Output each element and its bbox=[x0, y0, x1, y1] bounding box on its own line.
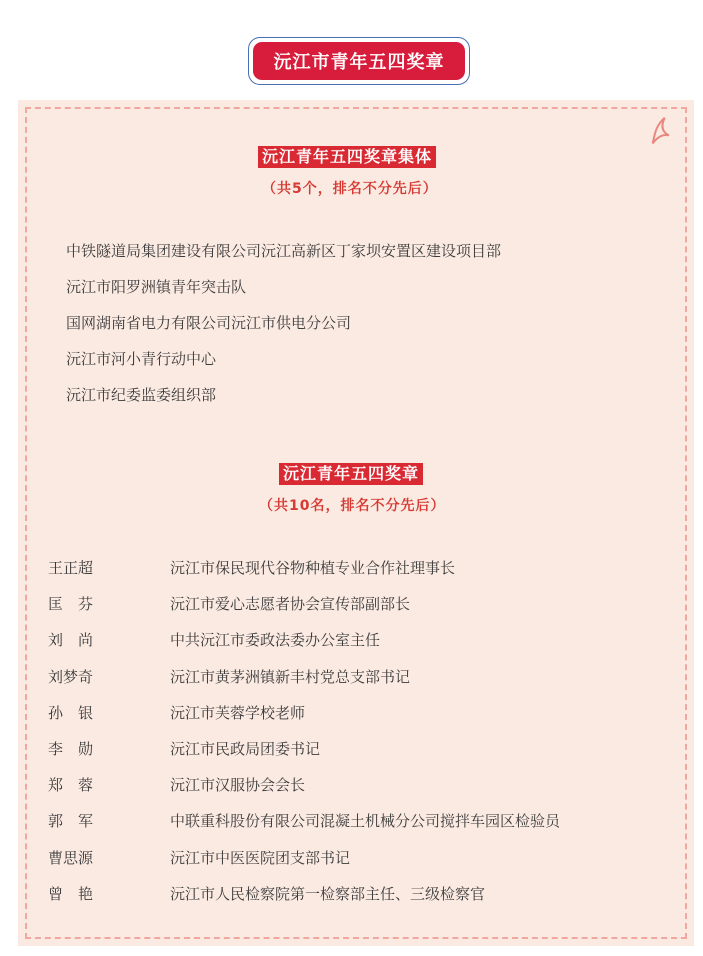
individual-list bbox=[48, 557, 560, 919]
table-row bbox=[48, 847, 560, 883]
table-row bbox=[48, 810, 560, 846]
table-row bbox=[48, 738, 560, 774]
table-row bbox=[48, 883, 560, 919]
collective-section-title: 沅江青年五四奖章集体 bbox=[258, 146, 436, 168]
individual-section-title: 沅江青年五四奖章 bbox=[279, 463, 423, 485]
table-row bbox=[48, 593, 560, 629]
table-row bbox=[48, 557, 560, 593]
page-title: 沅江市青年五四奖章 bbox=[253, 42, 465, 80]
recipient-name: 曾 艳 bbox=[48, 884, 94, 903]
recipient-name: 王正超 bbox=[48, 559, 94, 577]
table-row bbox=[48, 629, 560, 665]
recipient-position: 沅江市芙蓉学校老师 bbox=[170, 703, 306, 722]
recipient-name: 曹思源 bbox=[48, 848, 94, 867]
recipient-position: 沅江市黄茅洲镇新丰村党总支部书记 bbox=[170, 667, 411, 686]
recipient-position: 中共沅江市委政法委办公室主任 bbox=[170, 631, 381, 650]
table-row bbox=[48, 702, 560, 738]
list-item: 沅江市纪委监委组织部 bbox=[66, 386, 217, 404]
recipient-position: 沅江市中医医院团支部书记 bbox=[170, 848, 351, 867]
list-item: 国网湖南省电力有限公司沅江市供电分公司 bbox=[66, 314, 352, 332]
recipient-position: 中联重科股份有限公司混凝土机械分公司搅拌车园区检验员 bbox=[170, 812, 561, 831]
individual-section-subtitle: （共10名，排名不分先后） bbox=[259, 498, 446, 514]
collective-section-subtitle: （共5个，排名不分先后） bbox=[262, 181, 438, 197]
recipient-position: 沅江市人民检察院第一检察部主任、三级检察官 bbox=[170, 884, 486, 903]
recipient-name: 孙 银 bbox=[48, 703, 94, 722]
recipient-name: 郭 军 bbox=[48, 812, 94, 831]
list-item: 沅江市河小青行动中心 bbox=[66, 350, 217, 368]
recipient-position: 沅江市爱心志愿者协会宣传部副部长 bbox=[170, 595, 411, 614]
recipient-position: 沅江市汉服协会会长 bbox=[170, 776, 306, 795]
list-item: 沅江市阳罗洲镇青年突击队 bbox=[66, 278, 247, 296]
recipient-name: 郑 蓉 bbox=[48, 776, 94, 795]
table-row bbox=[48, 666, 560, 702]
recipient-position: 沅江市民政局团委书记 bbox=[170, 739, 321, 758]
recipient-position: 沅江市保民现代谷物种植专业合作社理事长 bbox=[170, 559, 456, 577]
header-badge-frame bbox=[248, 37, 470, 85]
recipient-name: 刘梦奇 bbox=[48, 667, 94, 686]
recipient-name: 刘 尚 bbox=[48, 631, 94, 650]
collective-list bbox=[66, 240, 501, 420]
recipient-name: 匡 芬 bbox=[48, 595, 94, 614]
recipient-name: 李 勋 bbox=[48, 739, 94, 758]
list-item: 中铁隧道局集团建设有限公司沅江高新区丁家坝安置区建设项目部 bbox=[66, 242, 502, 260]
table-row bbox=[48, 774, 560, 810]
